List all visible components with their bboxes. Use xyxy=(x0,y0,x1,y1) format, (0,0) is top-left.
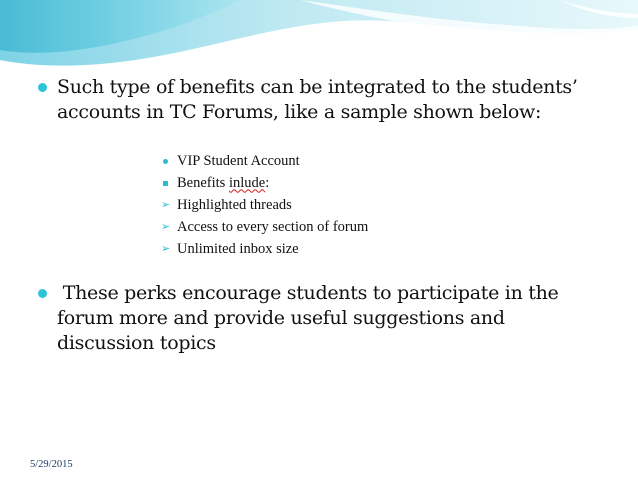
bullet-dot-icon xyxy=(163,159,168,164)
bullet-2-line-1: These perks encourage students to participate in the xyxy=(57,282,559,304)
sample-item-3 xyxy=(161,195,292,215)
bullet-1-text xyxy=(57,75,578,125)
arrow-bullet-icon: ➢ xyxy=(161,198,171,211)
bullet-dot-icon xyxy=(38,289,47,298)
header-wave-decoration xyxy=(0,0,638,80)
sample-item-1 xyxy=(161,151,300,171)
bullet-square-icon xyxy=(163,181,168,186)
bullet-dot-icon xyxy=(38,83,47,92)
sample-item-2-misspelled-word: inlude xyxy=(228,174,266,191)
sample-item-4-text: Access to every section of forum xyxy=(177,218,369,235)
bullet-1-line-2: accounts in TC Forums, like a sample shown below: xyxy=(57,101,542,123)
sample-item-2-text-after: : xyxy=(265,174,270,191)
arrow-bullet-icon: ➢ xyxy=(161,242,171,255)
sample-item-2 xyxy=(161,173,269,193)
sample-item-4 xyxy=(161,217,368,237)
sample-item-2-text-before: Benefits xyxy=(177,174,229,191)
sample-item-3-text: Highlighted threads xyxy=(177,196,292,213)
sample-account-image xyxy=(157,148,399,266)
bullet-2-line-3: discussion topics xyxy=(57,332,216,354)
bullet-2-text xyxy=(57,281,558,356)
arrow-bullet-icon: ➢ xyxy=(161,220,171,233)
bullet-1-line-1: Such type of benefits can be integrated to the students’ xyxy=(57,76,578,98)
footer-date: 5/29/2015 xyxy=(30,459,73,470)
bullet-2 xyxy=(38,281,628,356)
bullet-1 xyxy=(38,75,628,125)
sample-item-5 xyxy=(161,239,299,259)
bullet-2-line-2: forum more and provide useful suggestions and xyxy=(57,307,505,329)
sample-item-1-text: VIP Student Account xyxy=(177,152,300,169)
sample-item-5-text: Unlimited inbox size xyxy=(177,240,299,257)
